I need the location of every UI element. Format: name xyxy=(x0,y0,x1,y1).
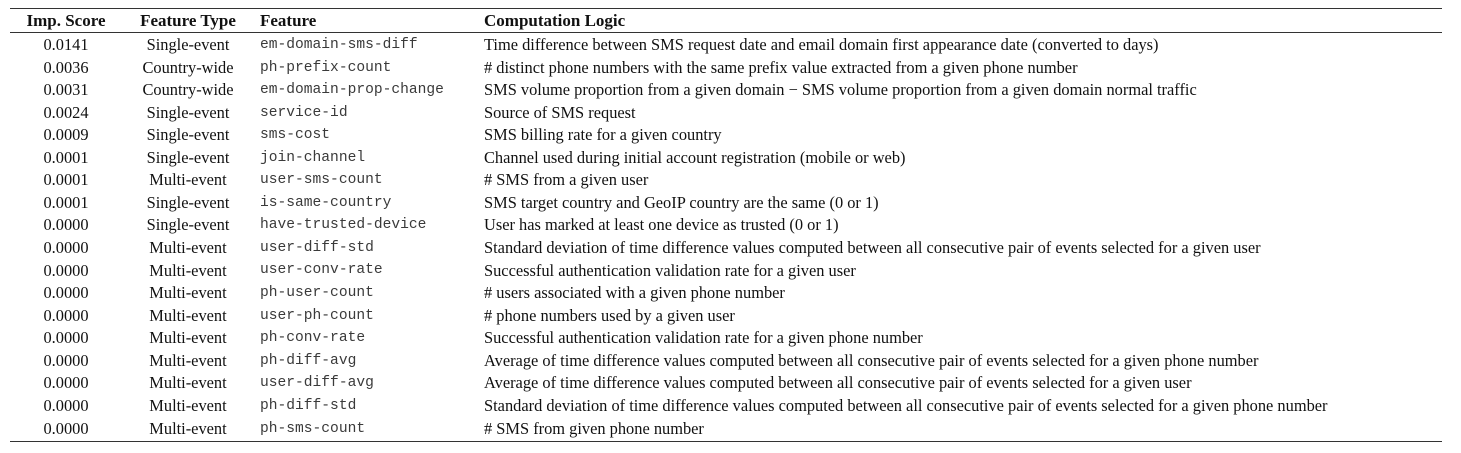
feature-name-cell: ph-diff-std xyxy=(260,397,357,414)
table-row xyxy=(10,214,1442,237)
feature-type-cell: Single-event xyxy=(146,125,230,145)
header-feature: Feature xyxy=(254,9,476,33)
header-computation-logic: Computation Logic xyxy=(476,9,1442,33)
header-row xyxy=(10,9,1442,33)
imp-score-cell: 0.0001 xyxy=(43,192,89,212)
computation-logic-cell: SMS billing rate for a given country xyxy=(484,125,722,145)
imp-score-cell: 0.0000 xyxy=(43,237,89,257)
table-header xyxy=(10,9,1442,33)
imp-score-cell: 0.0000 xyxy=(43,350,89,370)
feature-type-cell: Multi-event xyxy=(149,350,227,370)
table-row xyxy=(10,169,1442,192)
table-row xyxy=(10,124,1442,147)
feature-type-cell: Multi-event xyxy=(149,305,227,325)
computation-logic-cell: Successful authentication validation rate for a given user xyxy=(484,260,856,280)
computation-logic-cell: Average of time difference values computed between all consecutive pair of events selected for a given phone number xyxy=(484,350,1259,370)
imp-score-cell: 0.0036 xyxy=(43,57,89,77)
feature-name-cell: ph-prefix-count xyxy=(260,59,392,76)
computation-logic-cell: # users associated with a given phone number xyxy=(484,283,785,303)
table-row xyxy=(10,305,1442,328)
feature-type-cell: Multi-event xyxy=(122,417,254,442)
table-row xyxy=(10,102,1442,125)
feature-name-cell: user-sms-count xyxy=(260,172,383,189)
imp-score-cell: 0.0001 xyxy=(43,147,89,167)
table-row xyxy=(10,79,1442,102)
feature-name-cell: user-diff-avg xyxy=(260,375,374,392)
imp-score-cell: 0.0000 xyxy=(10,417,122,442)
header-imp-score: Imp. Score xyxy=(10,9,122,33)
table-row xyxy=(10,282,1442,305)
imp-score-cell: 0.0000 xyxy=(43,283,89,303)
feature-name-cell: ph-user-count xyxy=(260,284,374,301)
feature-name-cell: sms-cost xyxy=(260,127,331,144)
table-row xyxy=(10,33,1442,57)
table-row xyxy=(10,372,1442,395)
feature-type-cell: Multi-event xyxy=(149,373,227,393)
computation-logic-cell: # SMS from given phone number xyxy=(476,417,1442,442)
computation-logic-cell: User has marked at least one device as trusted (0 or 1) xyxy=(484,215,839,235)
imp-score-cell: 0.0000 xyxy=(43,395,89,415)
feature-type-cell: Multi-event xyxy=(149,283,227,303)
feature-name-cell: service-id xyxy=(260,104,348,121)
feature-importance-table xyxy=(10,8,1442,442)
imp-score-cell: 0.0009 xyxy=(43,125,89,145)
computation-logic-cell: SMS target country and GeoIP country are the same (0 or 1) xyxy=(484,192,879,212)
computation-logic-cell: Standard deviation of time difference values computed between all consecutive pair of events selected for a given phone number xyxy=(484,395,1328,415)
table-row xyxy=(10,395,1442,418)
feature-name-cell: ph-diff-avg xyxy=(260,352,357,369)
table-row xyxy=(10,327,1442,350)
computation-logic-cell: Average of time difference values computed between all consecutive pair of events selected for a given user xyxy=(484,373,1192,393)
feature-type-cell: Single-event xyxy=(146,35,230,55)
imp-score-cell: 0.0000 xyxy=(43,305,89,325)
computation-logic-cell: Successful authentication validation rate for a given phone number xyxy=(484,328,923,348)
computation-logic-cell: # distinct phone numbers with the same prefix value extracted from a given phone number xyxy=(484,57,1078,77)
computation-logic-cell: Standard deviation of time difference values computed between all consecutive pair of events selected for a given user xyxy=(484,237,1261,257)
feature-type-cell: Single-event xyxy=(146,192,230,212)
feature-name-cell: have-trusted-device xyxy=(260,217,427,234)
feature-type-cell: Single-event xyxy=(146,102,230,122)
feature-name-cell: em-domain-prop-change xyxy=(260,82,444,99)
computation-logic-cell: # SMS from a given user xyxy=(484,170,649,190)
computation-logic-cell: Time difference between SMS request date and email domain first appearance date (converted to days) xyxy=(484,35,1159,55)
computation-logic-cell: Source of SMS request xyxy=(484,102,636,122)
feature-importance-table-container xyxy=(10,8,1442,442)
feature-type-cell: Country-wide xyxy=(142,57,234,77)
table-row xyxy=(10,350,1442,373)
imp-score-cell: 0.0024 xyxy=(43,102,89,122)
computation-logic-cell: Channel used during initial account registration (mobile or web) xyxy=(484,147,906,167)
table-body xyxy=(10,33,1442,442)
feature-name-cell: is-same-country xyxy=(260,194,392,211)
feature-type-cell: Multi-event xyxy=(149,328,227,348)
table-row xyxy=(10,237,1442,260)
imp-score-cell: 0.0000 xyxy=(43,328,89,348)
header-feature-type: Feature Type xyxy=(122,9,254,33)
feature-type-cell: Multi-event xyxy=(149,260,227,280)
feature-type-cell: Single-event xyxy=(146,147,230,167)
computation-logic-cell: # phone numbers used by a given user xyxy=(484,305,735,325)
table-row xyxy=(10,57,1442,80)
feature-type-cell: Multi-event xyxy=(149,237,227,257)
imp-score-cell: 0.0001 xyxy=(43,170,89,190)
imp-score-cell: 0.0000 xyxy=(43,373,89,393)
feature-name-cell: user-diff-std xyxy=(260,239,374,256)
table-row xyxy=(10,259,1442,282)
feature-type-cell: Multi-event xyxy=(149,395,227,415)
feature-name-cell: join-channel xyxy=(260,149,366,166)
table-row xyxy=(10,147,1442,170)
feature-type-cell: Country-wide xyxy=(142,80,234,100)
feature-type-cell: Single-event xyxy=(146,215,230,235)
imp-score-cell: 0.0031 xyxy=(43,80,89,100)
feature-name-cell: user-conv-rate xyxy=(260,262,383,279)
feature-name-cell: em-domain-sms-diff xyxy=(260,36,418,53)
imp-score-cell: 0.0000 xyxy=(43,215,89,235)
feature-name-cell: ph-conv-rate xyxy=(260,330,366,347)
imp-score-cell: 0.0000 xyxy=(43,260,89,280)
feature-type-cell: Multi-event xyxy=(149,170,227,190)
table-row xyxy=(10,192,1442,215)
imp-score-cell: 0.0141 xyxy=(43,35,89,55)
table-row xyxy=(10,417,1442,442)
feature-name-cell: ph-sms-count xyxy=(254,417,476,442)
feature-name-cell: user-ph-count xyxy=(260,307,374,324)
computation-logic-cell: SMS volume proportion from a given domain − SMS volume proportion from a given domain normal traffic xyxy=(484,80,1197,100)
